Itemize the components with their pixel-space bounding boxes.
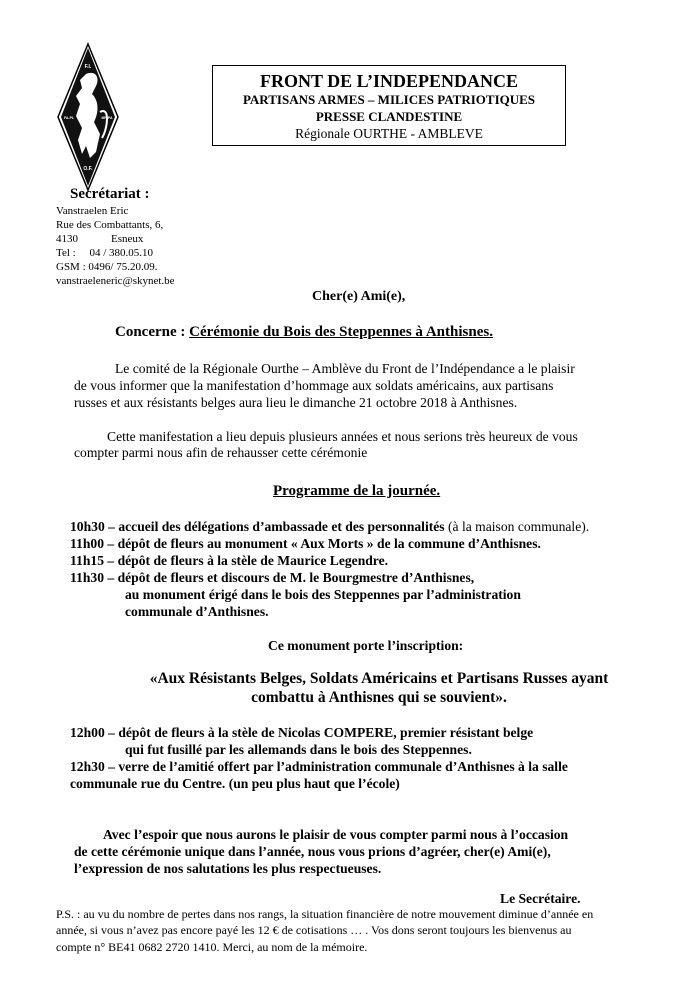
programme-item: communale d’Anthisnes. [125,604,269,619]
closing-line: l’expression de nos salutations les plus respectueuses. [74,861,382,876]
closing-line: Avec l’espoir que nous aurons le plaisir de vous compter parmi nous à l’occasion [103,827,569,842]
paragraph-line: Cette manifestation a lieu depuis plusieurs années et nous serions très heureux de vous [107,429,578,444]
organization-region: Régionale OURTHE - AMBLEVE [295,126,483,141]
programme-item-text: 10h30 – accueil des délégations d’ambassade et des personnalités [70,519,445,534]
programme-item: 11h15 – dépôt de fleurs à la stèle de Maurice Legendre. [70,553,389,568]
paragraph-line: compter parmi nous afin de rehausser cette cérémonie [74,445,368,460]
postscript-line: P.S. : au vu du nombre de pertes dans nos rangs, la situation financière de notre mouvement diminue d’année en [56,907,594,921]
programme-item: qui fut fusillé par les allemands dans le bois des Steppennes. [125,742,472,757]
secretariat-heading: Secrétariat : [70,186,150,202]
organization-title: FRONT DE L’INDEPENDANCE [259,71,519,91]
programme-item: au monument érigé dans le bois des Steppennes par l’administration [125,587,521,602]
subject-label: Concerne : [115,324,190,340]
signature: Le Secrétaire. [500,891,581,906]
logo-text-fapl: FA-PL [63,116,75,120]
address-line: Vanstraelen Eric [56,205,129,217]
inscription-intro: Ce monument porte l’inscription: [268,638,464,653]
paragraph-line: Le comité de la Régionale Ourthe – Amblève du Front de l’Indépendance a le plaisir [115,361,575,376]
programme-item: 12h30 – verre de l’amitié offert par l’administration communale d’Anthisnes à la salle [70,759,568,774]
postscript-line: année, si vous n’avez pas encore payé les 12 € de cotisations … . Vos dons seront toujours les bienvenus au [56,923,572,937]
programme-item: 11h00 – dépôt de fleurs au monument « Aux Morts » de la commune d’Anthisnes. [70,536,541,551]
letterhead-box [212,65,566,146]
programme-item: 11h30 – dépôt de fleurs et discours de M. le Bourgmestre d’Anthisnes, [70,570,475,585]
salutation: Cher(e) Ami(e), [312,289,406,304]
logo-text-mppa: MP-PA [101,116,113,120]
logo-text-of: O.F. [83,166,93,172]
address-line: 4130 Esneux [56,233,144,245]
subject-line [115,324,493,341]
postscript-line: compte n° BE41 0682 2720 1410. Merci, au nom de la mémoire. [56,940,368,954]
paragraph-line: de vous informer que la manifestation d’hommage aux soldats américains, aux partisans [74,378,554,393]
programme-item [70,518,589,535]
address-line: Rue des Combattants, 6, [56,219,164,231]
programme-item-note: (à la maison communale). [444,519,590,534]
paragraph-line: russes et aux résistants belges aura lieu le dimanche 21 octobre 2018 à Anthisnes. [74,395,518,410]
organization-line1: PARTISANS ARMES – MILICES PATRIOTIQUES [242,92,536,107]
closing-line: de cette cérémonie unique dans l’année, nous vous prions d’agréer, cher(e) Ami(e), [74,844,551,859]
organization-line2: PRESSE CLANDESTINE [315,109,463,124]
programme-title: Programme de la journée. [273,483,441,499]
logo-emblem [56,42,120,192]
inscription-line: combattu à Anthisnes qui se souvient». [251,689,507,706]
logo-text-fi: F.I. [84,64,92,70]
email-address: vanstraeleneric@skynet.be [56,275,175,287]
address-line: GSM : 0496/ 75.20.09. [56,261,158,273]
programme-item: communale rue du Centre. (un peu plus haut que l’école) [70,776,400,791]
programme-item: 12h00 – dépôt de fleurs à la stèle de Nicolas COMPERE, premier résistant belge [70,725,534,740]
address-line: Tel : 04 / 380.05.10 [56,247,154,259]
subject-text: Cérémonie du Bois des Steppennes à Anthisnes. [189,324,493,340]
inscription-line: «Aux Résistants Belges, Soldats Américains et Partisans Russes ayant [149,670,609,687]
